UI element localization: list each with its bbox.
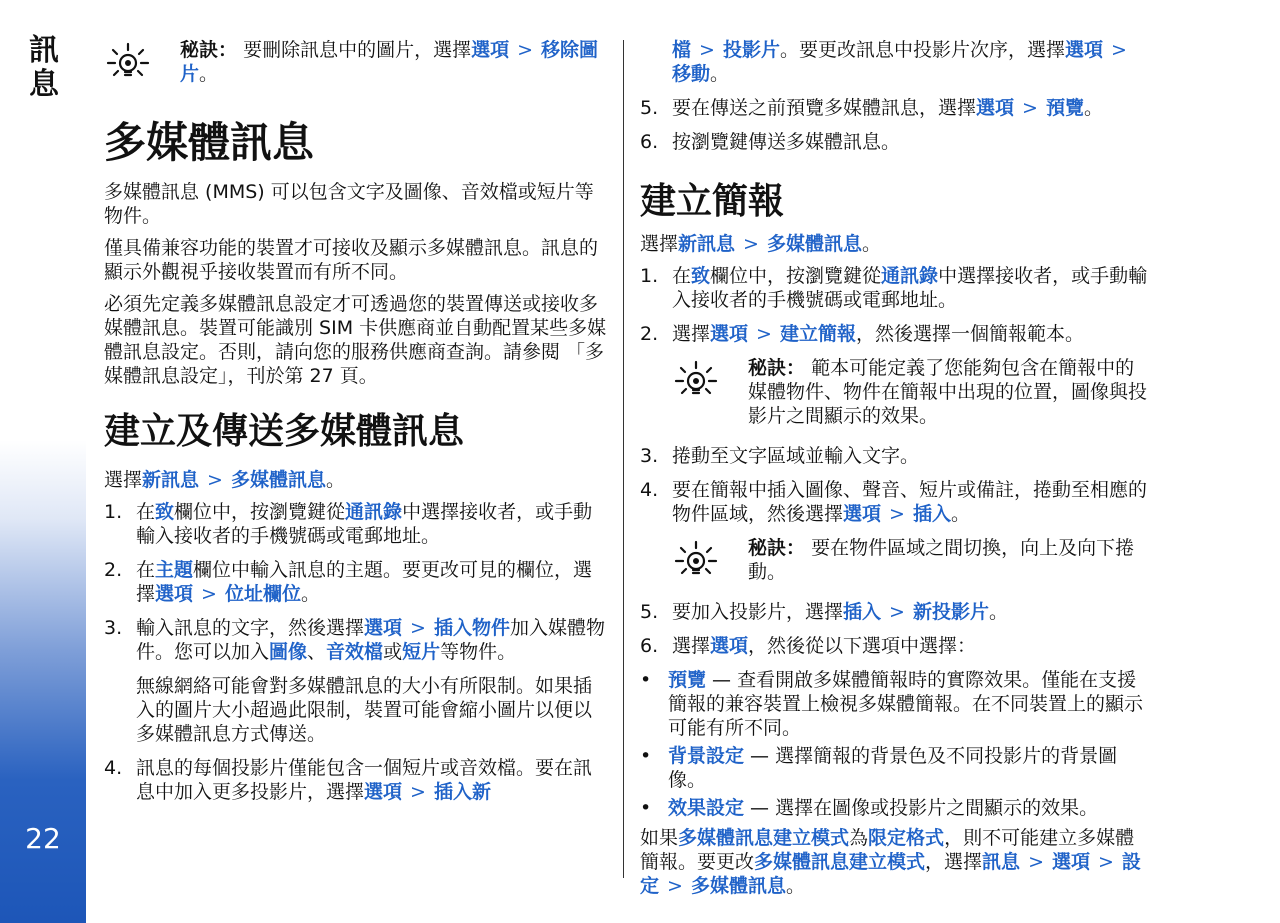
list-item: 4. 訊息的每個投影片僅能包含一個短片或音效檔。要在訊息中加入更多投影片，選擇選項 > 插入新 (104, 757, 593, 803)
link-options[interactable]: 選項 (1051, 851, 1090, 873)
link-sound-clip[interactable]: 音效檔 (326, 641, 384, 663)
list-item: 3. 捲動至文字區域並輸入文字。 (640, 445, 920, 467)
bullet-item: • 效果設定 — 選擇在圖像或投影片之間顯示的效果。 (640, 797, 1099, 819)
link-insert-object[interactable]: 插入物件 (433, 617, 510, 639)
link-options[interactable]: 選項 (976, 97, 1015, 119)
link-move[interactable]: 移動 (672, 63, 711, 85)
tip-label: 秘訣： (748, 537, 806, 559)
left-column (104, 38, 610, 814)
tip-text: 範本可能定義了您能夠包含在簡報中的媒體物件、物件在簡報中出現的位置，圖像與投影片之間顯示的效果。 (748, 357, 1148, 427)
link-mms[interactable]: 多媒體訊息 (766, 233, 862, 255)
link-new-slide[interactable]: 新投影片 (912, 601, 989, 623)
link-subject[interactable]: 主題 (155, 559, 194, 581)
tip-delete-image (104, 38, 610, 86)
list-item: 1. 在致欄位中，按瀏覽鍵從通訊錄中選擇接收者，或手動輸入接收者的手機號碼或電郵地址。 (640, 265, 1148, 311)
list-item-continued: 檔 > 投影片。要更改訊息中投影片次序，選擇選項 >移動。 (672, 39, 1127, 85)
link-to[interactable]: 致 (691, 265, 711, 287)
tip-scroll (672, 536, 1148, 584)
tip-text: 要在物件區域之間切換，向上及向下捲動。 (748, 537, 1135, 583)
column-divider (623, 40, 624, 878)
select-instruction: 選擇新訊息 > 多媒體訊息。 (104, 469, 345, 491)
note-size-limit: 無線網絡可能會對多媒體訊息的大小有所限制。如果插入的圖片大小超過此限制，裝置可能會縮小圖片以便以多媒體訊息方式傳送。 (136, 675, 593, 745)
link-insert[interactable]: 插入 (843, 601, 882, 623)
link-image[interactable]: 圖像 (269, 641, 308, 663)
link-insert[interactable]: 插入 (912, 503, 951, 525)
link-restricted[interactable]: 限定格式 (868, 827, 945, 849)
list-item: 2. 在主題欄位中輸入訊息的主題。要更改可見的欄位，選擇選項 > 位址欄位。 (104, 559, 593, 605)
tip-text-end: 。 (199, 63, 219, 85)
sidebar (0, 0, 86, 923)
link-mms[interactable]: 多媒體訊息 (690, 875, 786, 897)
link-options[interactable]: 選項 (710, 635, 749, 657)
bullet-item: • 背景設定 — 選擇簡報的背景色及不同投影片的背景圖像。 (640, 745, 1118, 791)
link-preview[interactable]: 預覽 (668, 669, 707, 691)
tip-text: 要刪除訊息中的圖片，選擇 (243, 39, 472, 61)
lightbulb-icon (672, 356, 720, 404)
link-mms-creation-mode[interactable]: 多媒體訊息建立模式 (678, 827, 850, 849)
heading-mms: 多媒體訊息 (104, 118, 315, 167)
link-messaging[interactable]: 訊息 (982, 851, 1021, 873)
paragraph-mms-intro: 多媒體訊息 (MMS) 可以包含文字及圖像、音效檔或短片等物件。 (104, 181, 594, 227)
link-options[interactable]: 選項 (364, 617, 403, 639)
list-item: 5. 要在傳送之前預覽多媒體訊息，選擇選項 > 預覽。 (640, 97, 1103, 119)
link-options[interactable]: 選項 (843, 503, 882, 525)
link-options[interactable]: 選項 (155, 583, 194, 605)
paragraph-creation-mode: 如果多媒體訊息建立模式為限定格式，則不可能建立多媒體簡報。要更改多媒體訊息建立模式，選擇訊息 > 選項 > 設定 > 多媒體訊息。 (640, 827, 1141, 897)
link-slide[interactable]: 投影片 (722, 39, 780, 61)
link-insert-new[interactable]: 插入新 (433, 781, 491, 803)
link-to[interactable]: 致 (155, 501, 175, 523)
list-item: 2. 選擇選項 > 建立簡報，然後選擇一個簡報範本。 (640, 323, 1084, 345)
section-title: 訊息 (29, 33, 59, 102)
link-file[interactable]: 檔 (672, 39, 692, 61)
link-preview[interactable]: 預覽 (1045, 97, 1084, 119)
page-number: 22 (25, 822, 61, 855)
paragraph-compatibility: 僅具備兼容功能的裝置才可接收及顯示多媒體訊息。訊息的顯示外觀視乎接收裝置而有所不同。 (104, 237, 599, 283)
menu-arrow: > (517, 39, 534, 61)
link-effect-settings[interactable]: 效果設定 (668, 797, 745, 819)
select-instruction: 選擇新訊息 > 多媒體訊息。 (640, 233, 881, 255)
link-new-message[interactable]: 新訊息 (142, 469, 200, 491)
link-background-settings[interactable]: 背景設定 (668, 745, 745, 767)
heading-create-send: 建立及傳送多媒體訊息 (104, 411, 465, 452)
link-remove-image[interactable]: 移除圖片 (180, 39, 599, 85)
list-item: 6. 選擇選項，然後從以下選項中選擇： (640, 635, 977, 657)
bullet-item: • 預覽 — 查看開啟多媒體簡報時的實際效果。僅能在支援簡報的兼容裝置上檢視多媒體簡報。在不同裝置上的顯示可能有所不同。 (640, 669, 1144, 739)
tip-label: 秘訣： (180, 39, 238, 61)
link-mms[interactable]: 多媒體訊息 (230, 469, 326, 491)
tip-label: 秘訣： (748, 357, 806, 379)
list-item: 5. 要加入投影片，選擇插入 > 新投影片。 (640, 601, 1008, 623)
link-new-message[interactable]: 新訊息 (678, 233, 736, 255)
list-item: 3. 輸入訊息的文字，然後選擇選項 > 插入物件加入媒體物件。您可以加入圖像、音效檔或短片等物件。 無線網絡可能會對多媒體訊息的大小有所限制。如果插入的圖片大小超過此限制，裝置可能會縮小圖片以便以多媒體訊息方式傳送。 (104, 616, 610, 746)
lightbulb-icon (104, 38, 152, 86)
paragraph-settings: 必須先定義多媒體訊息設定才可透過您的裝置傳送或接收多媒體訊息。裝置可能識別 SIM 卡供應商並自動配置某些多媒體訊息設定。否則，請向您的服務供應商查詢。請參閱 「多媒體訊息設定」，刊於第 27 頁。 (104, 293, 607, 387)
tip-templates (672, 356, 1148, 428)
link-video-clip[interactable]: 短片 (402, 641, 441, 663)
list-item: 1. 在致欄位中，按瀏覽鍵從通訊錄中選擇接收者，或手動輸入接收者的手機號碼或電郵地址。 (104, 501, 593, 547)
link-address-fields[interactable]: 位址欄位 (224, 583, 301, 605)
lightbulb-icon (672, 536, 720, 584)
link-options[interactable]: 選項 (1064, 39, 1103, 61)
link-contacts[interactable]: 通訊錄 (345, 501, 403, 523)
right-column (640, 38, 1148, 906)
link-contacts[interactable]: 通訊錄 (881, 265, 939, 287)
link-mms-creation-mode[interactable]: 多媒體訊息建立模式 (754, 851, 926, 873)
heading-create-presentation: 建立簡報 (640, 181, 785, 222)
link-options[interactable]: 選項 (471, 39, 510, 61)
link-settings[interactable]: 設定 (640, 851, 1141, 897)
list-item: 6. 按瀏覽鍵傳送多媒體訊息。 (640, 131, 901, 153)
link-create-presentation[interactable]: 建立簡報 (779, 323, 856, 345)
link-options[interactable]: 選項 (710, 323, 749, 345)
list-item: 4. 要在簡報中插入圖像、聲音、短片或備註，捲動至相應的物件區域，然後選擇選項 > 插入。 (640, 479, 1148, 525)
link-options[interactable]: 選項 (364, 781, 403, 803)
